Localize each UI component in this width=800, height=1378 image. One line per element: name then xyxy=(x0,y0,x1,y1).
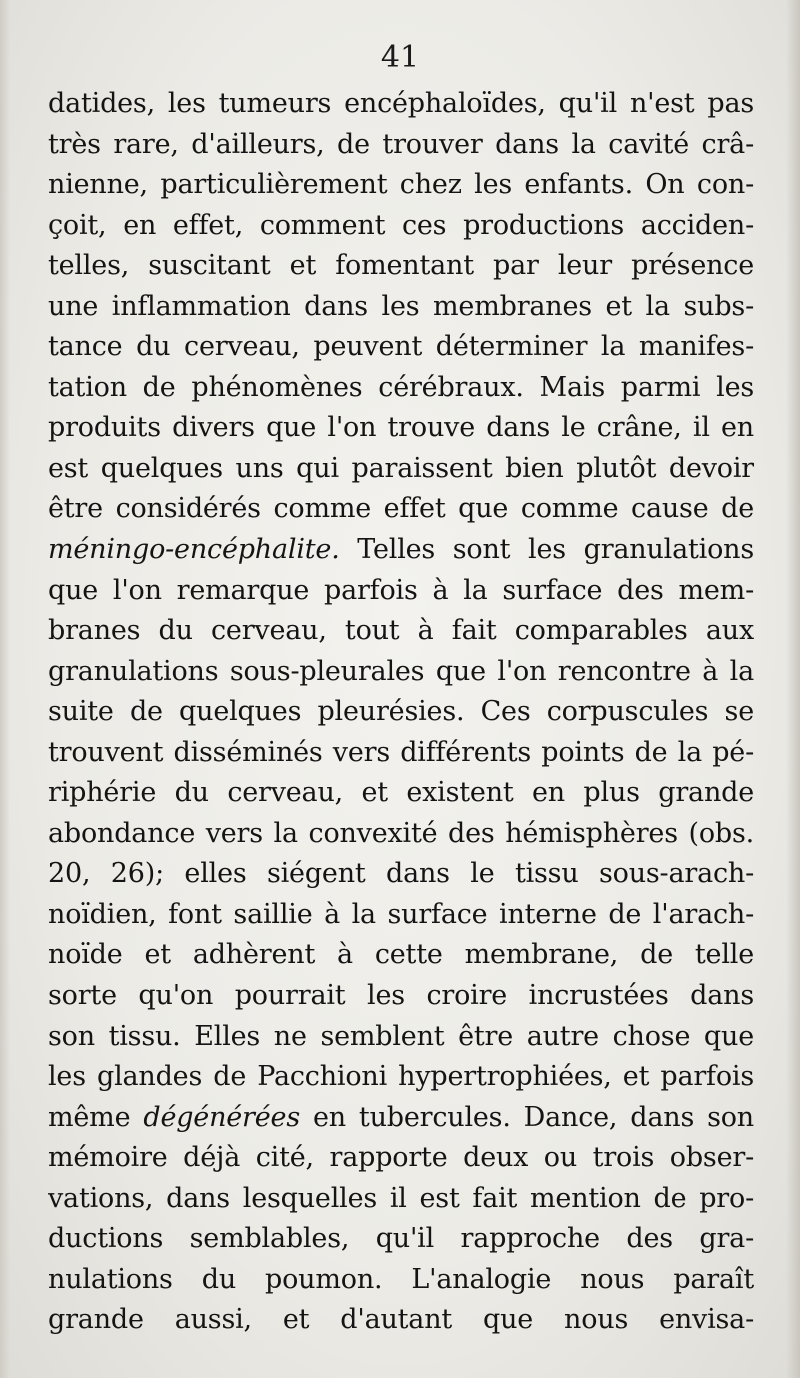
text-line xyxy=(48,611,754,652)
italic-term: méningo-encéphalite. xyxy=(48,534,340,566)
text-segment: mémoire déjà cité, rapporte deux ou trois obser- xyxy=(48,1142,754,1174)
text-line xyxy=(48,976,754,1017)
text-line xyxy=(48,1017,754,1058)
text-segment: nulations du poumon. L'analogie nous paraît xyxy=(48,1263,754,1295)
text-line xyxy=(48,1179,754,1220)
text-line xyxy=(48,368,754,409)
text-line xyxy=(48,246,754,287)
text-segment: datides, les tumeurs encéphaloïdes, qu'il n'est pas xyxy=(48,88,754,119)
text-segment: même xyxy=(48,1101,144,1133)
text-segment: tance du cerveau, peuvent déterminer la manifes- xyxy=(48,331,754,363)
text-segment: très rare, d'ailleurs, de trouver dans la cavité crâ- xyxy=(48,128,754,160)
text-segment: produits divers que l'on trouve dans le crâne, il en xyxy=(48,412,754,444)
text-segment: trouvent disséminés vers différents points de la pé- xyxy=(48,736,754,768)
text-line xyxy=(48,408,754,449)
text-line xyxy=(48,1219,754,1260)
text-line xyxy=(48,773,754,814)
italic-term: dégénérées xyxy=(143,1101,300,1133)
text-segment: 20, 26); elles siégent dans le tissu sous-arach- xyxy=(48,858,754,890)
text-line xyxy=(48,287,754,328)
text-line xyxy=(48,1057,754,1098)
text-line xyxy=(48,84,754,125)
text-line xyxy=(48,814,754,855)
text-line xyxy=(48,1260,754,1301)
text-line xyxy=(48,571,754,612)
page-edge-left xyxy=(0,0,10,1378)
text-segment: vations, dans lesquelles il est fait mention de pro- xyxy=(48,1182,754,1214)
text-line xyxy=(48,854,754,895)
text-line xyxy=(48,530,754,571)
text-segment: que l'on remarque parfois à la surface des mem- xyxy=(48,574,754,606)
text-line xyxy=(48,935,754,976)
text-line xyxy=(48,733,754,774)
text-line xyxy=(48,1138,754,1179)
text-segment: suite de quelques pleurésies. Ces corpuscules se xyxy=(48,696,754,728)
text-segment: noïdien, font saillie à la surface interne de l'arach- xyxy=(48,898,754,930)
text-segment: tation de phénomènes cérébraux. Mais parmi les xyxy=(48,371,754,403)
text-segment: granulations sous-pleurales que l'on rencontre à la xyxy=(48,655,754,687)
text-line xyxy=(48,449,754,490)
text-segment: riphérie du cerveau, et existent en plus grande xyxy=(48,777,754,809)
text-line xyxy=(48,895,754,936)
text-segment: telles, suscitant et fomentant par leur présence xyxy=(48,250,754,282)
page-number: 41 xyxy=(380,40,420,75)
text-line xyxy=(48,652,754,693)
text-segment: nienne, particulièrement chez les enfants. On con- xyxy=(48,169,754,201)
text-line xyxy=(48,1300,754,1341)
text-segment: noïde et adhèrent à cette membrane, de telle xyxy=(48,939,754,971)
text-segment: abondance vers la convexité des hémisphères (obs. xyxy=(48,817,754,849)
body-text xyxy=(48,84,754,1341)
text-line xyxy=(48,125,754,166)
text-segment: ductions semblables, qu'il rapproche des gra- xyxy=(48,1223,754,1255)
page-edge-right xyxy=(786,0,800,1378)
text-line xyxy=(48,692,754,733)
text-line xyxy=(48,489,754,530)
text-line xyxy=(48,165,754,206)
text-line xyxy=(48,206,754,247)
text-segment: être considérés comme effet que comme cause de xyxy=(48,493,754,525)
text-segment: çoit, en effet, comment ces productions acciden- xyxy=(48,209,754,241)
text-segment: branes du cerveau, tout à fait comparables aux xyxy=(48,615,754,647)
text-segment: les glandes de Pacchioni hypertrophiées, et parfois xyxy=(48,1061,754,1093)
text-segment: est quelques uns qui paraissent bien plutôt devoir xyxy=(48,452,754,484)
text-segment: son tissu. Elles ne semblent être autre chose que xyxy=(48,1020,754,1052)
text-line xyxy=(48,327,754,368)
text-segment: grande aussi, et d'autant que nous envisa- xyxy=(48,1304,754,1336)
text-segment: une inflammation dans les membranes et la subs- xyxy=(48,290,754,322)
text-segment: en tubercules. Dance, dans son xyxy=(299,1101,754,1133)
text-segment: Telles sont les granulations xyxy=(339,534,754,566)
text-segment: sorte qu'on pourrait les croire incrustées dans xyxy=(48,980,754,1012)
text-line xyxy=(48,1098,754,1139)
